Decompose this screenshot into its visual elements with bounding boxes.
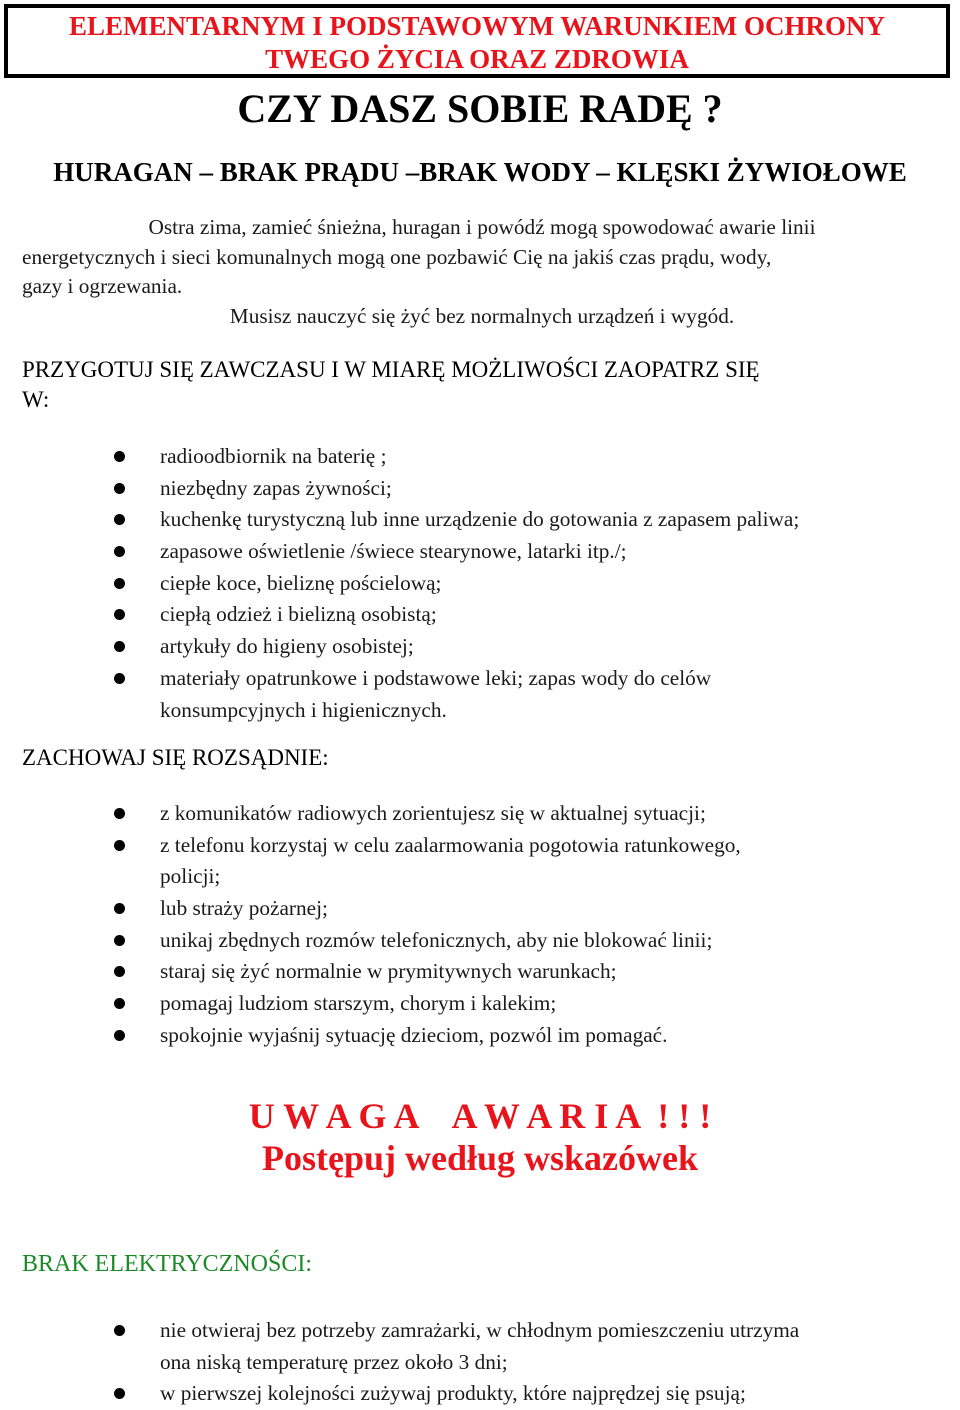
list-item [0, 568, 950, 598]
list-item [0, 536, 950, 566]
list-item-text: zapasowe oświetlenie /świece stearynowe, latarki itp./; [160, 539, 627, 564]
bullet-icon [114, 966, 125, 977]
list-item-text: spokojnie wyjaśnij sytuację dzieciom, pozwól im pomagać. [160, 1022, 668, 1047]
list-item [0, 988, 950, 1018]
bullet-icon [114, 483, 125, 494]
warning-block [0, 1095, 960, 1179]
list-item-text: policji; [160, 864, 221, 889]
list-item-text: ona niską temperaturę przez około 3 dni; [160, 1349, 508, 1374]
page-subtitle: HURAGAN – BRAK PRĄDU –BRAK WODY – KLĘSKI ŻYWIOŁOWE [53, 157, 907, 187]
bullet-icon [114, 514, 125, 525]
list-item-text: kuchenkę turystyczną lub inne urządzenie do gotowania z zapasem paliwa; [160, 507, 800, 532]
behavior-list [0, 798, 950, 1052]
section-heading-prepare-line-2: W: [22, 387, 50, 412]
list-item-text: pomagaj ludziom starszym, chorym i kalekim; [160, 991, 557, 1016]
warning-subtitle: Postępuj według wskazówek [261, 1138, 699, 1178]
banner-line-2: TWEGO ŻYCIA ORAZ ZDROWIA [265, 44, 689, 74]
list-item [0, 956, 950, 986]
bullet-icon [114, 1325, 125, 1336]
list-item [0, 599, 950, 629]
list-item [0, 798, 950, 828]
list-item [0, 504, 950, 534]
page-title: CZY DASZ SOBIE RADĘ ? [237, 86, 723, 131]
list-item-text: staraj się żyć normalnie w prymitywnych warunkach; [160, 959, 617, 984]
list-item-text: w pierwszej kolejności zużywaj produkty, które najprędzej się psują; [160, 1381, 746, 1406]
list-item-continuation [0, 1347, 950, 1377]
warning-title: U W A G A A W A R I A ! ! ! [248, 1096, 712, 1136]
list-item [0, 1020, 950, 1050]
list-item-text: lub straży pożarnej; [160, 896, 328, 921]
bullet-icon [114, 451, 125, 462]
list-item [0, 663, 950, 693]
list-item-text: z komunikatów radiowych zorientujesz się w aktualnej sytuacji; [160, 801, 706, 825]
list-item-text: konsumpcyjnych i higienicznych. [160, 697, 447, 722]
list-item-text: z telefonu korzystaj w celu zaalarmowania pogotowia ratunkowego, [160, 832, 741, 857]
list-item [0, 830, 950, 860]
list-item-text: artykuły do higieny osobistej; [160, 634, 414, 659]
section-heading-no-electricity: BRAK ELEKTRYCZNOŚCI: [22, 1251, 313, 1277]
list-item-text: materiały opatrunkowe i podstawowe leki; zapas wody do celów [160, 665, 712, 690]
bullet-icon [114, 935, 125, 946]
bullet-icon [114, 578, 125, 589]
section-heading-prepare [22, 355, 942, 415]
list-item-text: niezbędny zapas żywności; [160, 475, 392, 500]
bullet-icon [114, 808, 125, 819]
bullet-icon [114, 1030, 125, 1041]
intro-line-1: Ostra zima, zamieć śnieżna, huragan i powódź mogą spowodować awarie linii [148, 215, 816, 239]
list-item-text: radioodbiornik na baterię ; [160, 444, 387, 468]
intro-line-4: Musisz nauczyć się żyć bez normalnych urządzeń i wygód. [229, 303, 735, 328]
list-item [0, 473, 950, 503]
list-item-text: ciepłą odzież i bielizną osobistą; [160, 602, 437, 627]
bullet-icon [114, 840, 125, 851]
intro-paragraph [22, 213, 942, 331]
list-item-text: nie otwieraj bez potrzeby zamrażarki, w chłodnym pomieszczeniu utrzyma [160, 1318, 800, 1342]
bullet-icon [114, 546, 125, 557]
bullet-icon [114, 903, 125, 914]
list-item [0, 631, 950, 661]
bullet-icon [114, 673, 125, 684]
bullet-icon [114, 1388, 125, 1399]
bullet-icon [114, 609, 125, 620]
header-banner [4, 4, 950, 78]
no-electricity-list [0, 1315, 950, 1410]
section-heading-behave: ZACHOWAJ SIĘ ROZSĄDNIE: [22, 745, 329, 770]
bullet-icon [114, 641, 125, 652]
section-heading-prepare-line-1: PRZYGOTUJ SIĘ ZAWCZASU I W MIARĘ MOŻLIWOŚCI ZAOPATRZ SIĘ [22, 357, 760, 382]
list-item [0, 893, 950, 923]
list-item-continuation [0, 695, 950, 725]
list-item [0, 441, 950, 471]
list-item-text: ciepłe koce, bieliznę pościelową; [160, 570, 442, 595]
list-item [0, 925, 950, 955]
bullet-icon [114, 998, 125, 1009]
list-item [0, 1315, 950, 1345]
list-item-continuation [0, 861, 950, 891]
intro-line-2: energetycznych i sieci komunalnych mogą one pozbawić Cię na jakiś czas prądu, wody, [22, 244, 772, 269]
supplies-list [0, 441, 950, 726]
list-item-text: unikaj zbędnych rozmów telefonicznych, aby nie blokować linii; [160, 927, 713, 952]
banner-line-1: ELEMENTARNYM I PODSTAWOWYM WARUNKIEM OCHRONY [68, 11, 886, 41]
list-item [0, 1378, 950, 1408]
intro-line-3: gazy i ogrzewania. [22, 274, 183, 298]
